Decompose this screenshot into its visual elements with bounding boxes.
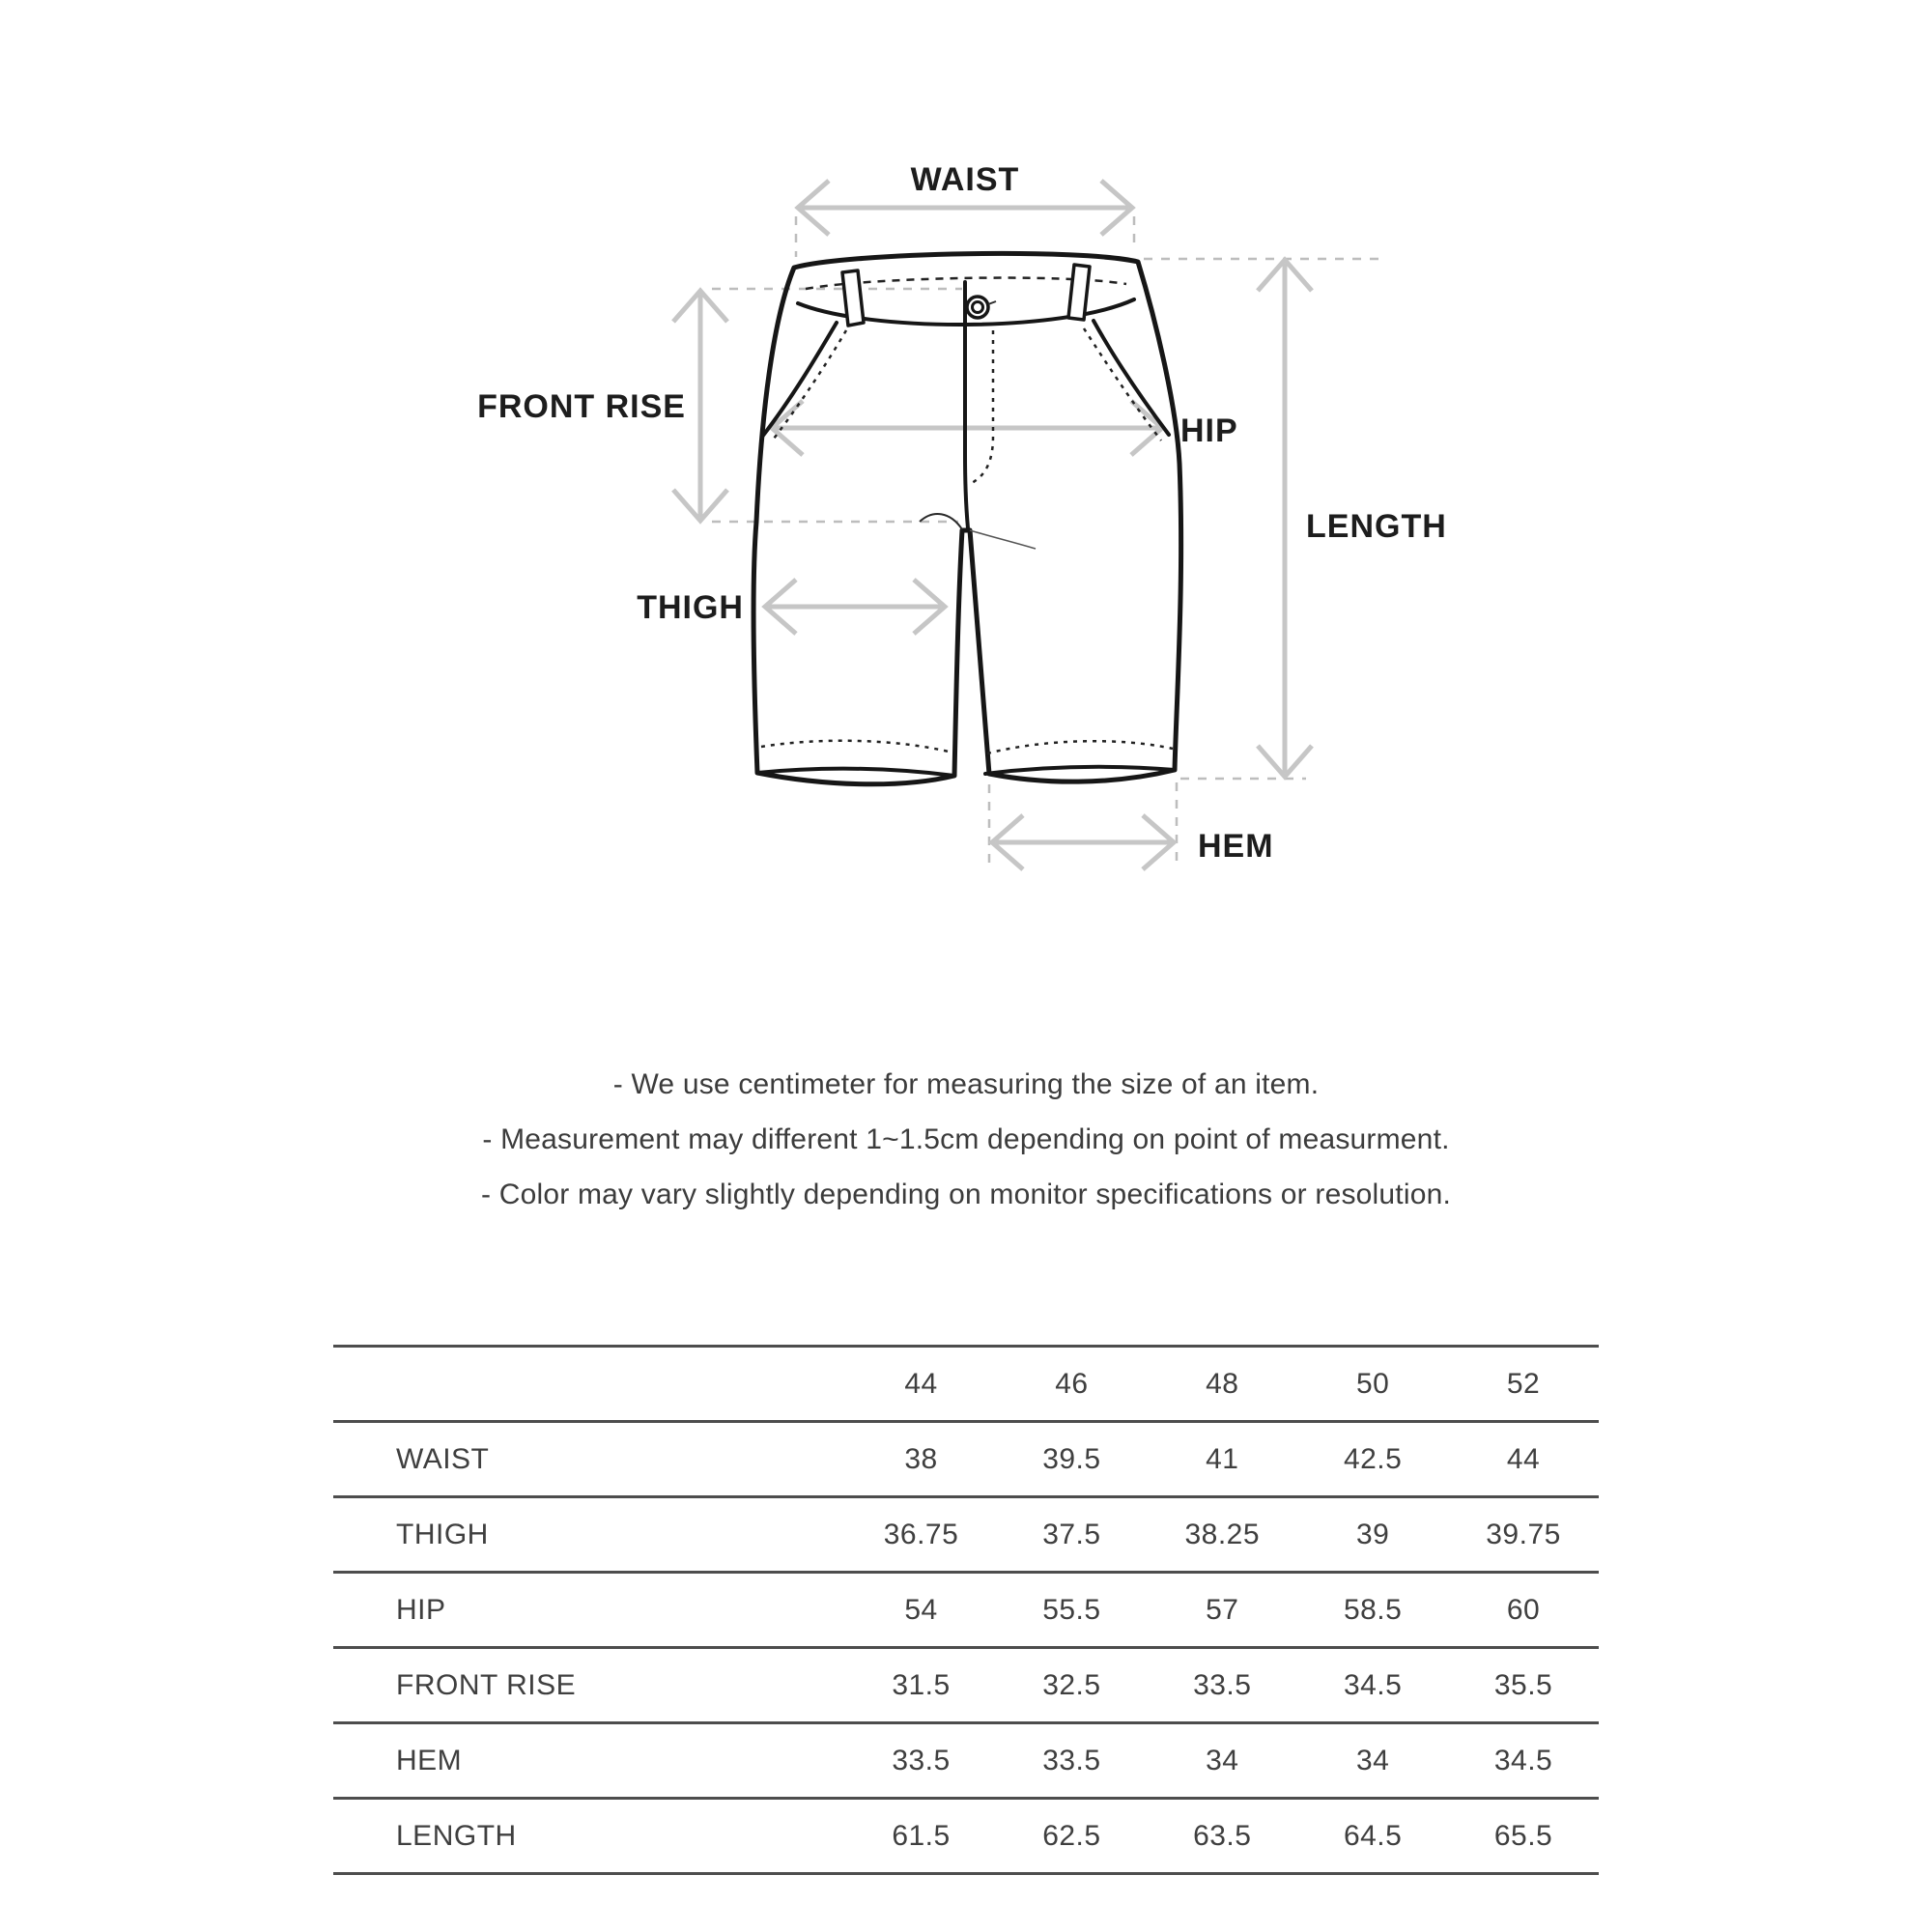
cell-value: 34.5 bbox=[1493, 1744, 1553, 1776]
size-column-header: 44 bbox=[904, 1367, 938, 1400]
hip-label: HIP bbox=[1180, 412, 1238, 449]
waist-label: WAIST bbox=[910, 161, 1020, 198]
cell-value: 31.5 bbox=[892, 1668, 951, 1701]
row-label: FRONT RISE bbox=[396, 1668, 577, 1701]
fly-center-seam bbox=[965, 282, 968, 528]
cell-value: 39.75 bbox=[1486, 1518, 1561, 1550]
pocket-right-stitch bbox=[1084, 328, 1161, 440]
note-color: - Color may vary slightly depending on monitor specifications or resolution. bbox=[481, 1179, 1451, 1210]
cell-value: 60 bbox=[1506, 1593, 1541, 1626]
note-tolerance: - Measurement may different 1~1.5cm depending on point of measurment. bbox=[482, 1123, 1450, 1155]
belt-loop-right bbox=[1068, 265, 1090, 320]
row-label: HEM bbox=[396, 1744, 463, 1776]
table-row-thigh bbox=[333, 1497, 1599, 1573]
hem-label: HEM bbox=[1198, 828, 1274, 865]
row-label: HIP bbox=[396, 1593, 446, 1626]
cell-value: 54 bbox=[904, 1593, 938, 1626]
hem-stitch-right bbox=[987, 741, 1173, 753]
row-label: WAIST bbox=[396, 1442, 490, 1475]
table-row-waist bbox=[333, 1422, 1599, 1497]
cell-value: 57 bbox=[1206, 1593, 1239, 1626]
size-column-header: 50 bbox=[1355, 1367, 1390, 1400]
row-label: LENGTH bbox=[396, 1819, 517, 1852]
table-row-hip bbox=[333, 1573, 1599, 1648]
hem-roll-left bbox=[757, 769, 954, 776]
cell-value: 41 bbox=[1206, 1442, 1239, 1475]
hem-stitch-left bbox=[761, 741, 952, 753]
cell-value: 39.5 bbox=[1042, 1442, 1101, 1475]
cell-value: 35.5 bbox=[1493, 1668, 1553, 1701]
cell-value: 58.5 bbox=[1343, 1593, 1403, 1626]
measurement-notes bbox=[0, 1068, 1932, 1234]
cell-value: 32.5 bbox=[1042, 1668, 1101, 1701]
thigh-label: THIGH bbox=[637, 589, 744, 626]
size-column-header: 52 bbox=[1506, 1367, 1541, 1400]
length-arrow bbox=[1258, 260, 1312, 777]
cell-value: 65.5 bbox=[1493, 1819, 1553, 1852]
cell-value: 61.5 bbox=[892, 1819, 951, 1852]
cell-value: 33.5 bbox=[892, 1744, 951, 1776]
length-label: LENGTH bbox=[1306, 508, 1447, 545]
cell-value: 34 bbox=[1355, 1744, 1390, 1776]
size-table-corner-cell bbox=[333, 1347, 846, 1422]
thigh-arrow bbox=[765, 580, 945, 634]
cell-value: 36.75 bbox=[883, 1518, 959, 1550]
cell-value: 62.5 bbox=[1042, 1819, 1101, 1852]
table-row-front-rise bbox=[333, 1648, 1599, 1723]
cell-value: 38 bbox=[904, 1442, 938, 1475]
row-label: THIGH bbox=[396, 1518, 489, 1550]
cell-value: 55.5 bbox=[1042, 1593, 1101, 1626]
cell-value: 64.5 bbox=[1343, 1819, 1403, 1852]
front-rise-label: FRONT RISE bbox=[477, 388, 686, 425]
cell-value: 38.25 bbox=[1184, 1518, 1261, 1550]
size-column-header: 48 bbox=[1206, 1367, 1239, 1400]
shorts-line-art bbox=[753, 253, 1181, 783]
cell-value: 37.5 bbox=[1042, 1518, 1101, 1550]
table-row-hem bbox=[333, 1723, 1599, 1799]
table-row-length bbox=[333, 1799, 1599, 1874]
cell-value: 34 bbox=[1206, 1744, 1239, 1776]
fly-stitch bbox=[972, 330, 993, 483]
waist-button bbox=[967, 297, 996, 318]
size-table-header-row bbox=[333, 1347, 1599, 1422]
cell-value: 33.5 bbox=[1042, 1744, 1101, 1776]
cell-value: 42.5 bbox=[1343, 1442, 1403, 1475]
note-units: - We use centimeter for measuring the size of an item. bbox=[612, 1068, 1320, 1100]
size-table bbox=[333, 1345, 1599, 1875]
cell-value: 33.5 bbox=[1193, 1668, 1252, 1701]
crotch-line bbox=[970, 530, 1036, 549]
cell-value: 39 bbox=[1355, 1518, 1390, 1550]
cell-value: 34.5 bbox=[1343, 1668, 1403, 1701]
cell-value: 44 bbox=[1506, 1442, 1541, 1475]
measurement-arrows bbox=[673, 181, 1312, 869]
cell-value: 63.5 bbox=[1193, 1819, 1252, 1852]
hem-roll-right bbox=[985, 767, 1175, 774]
size-column-header: 46 bbox=[1055, 1367, 1089, 1400]
hem-arrow bbox=[992, 815, 1174, 869]
